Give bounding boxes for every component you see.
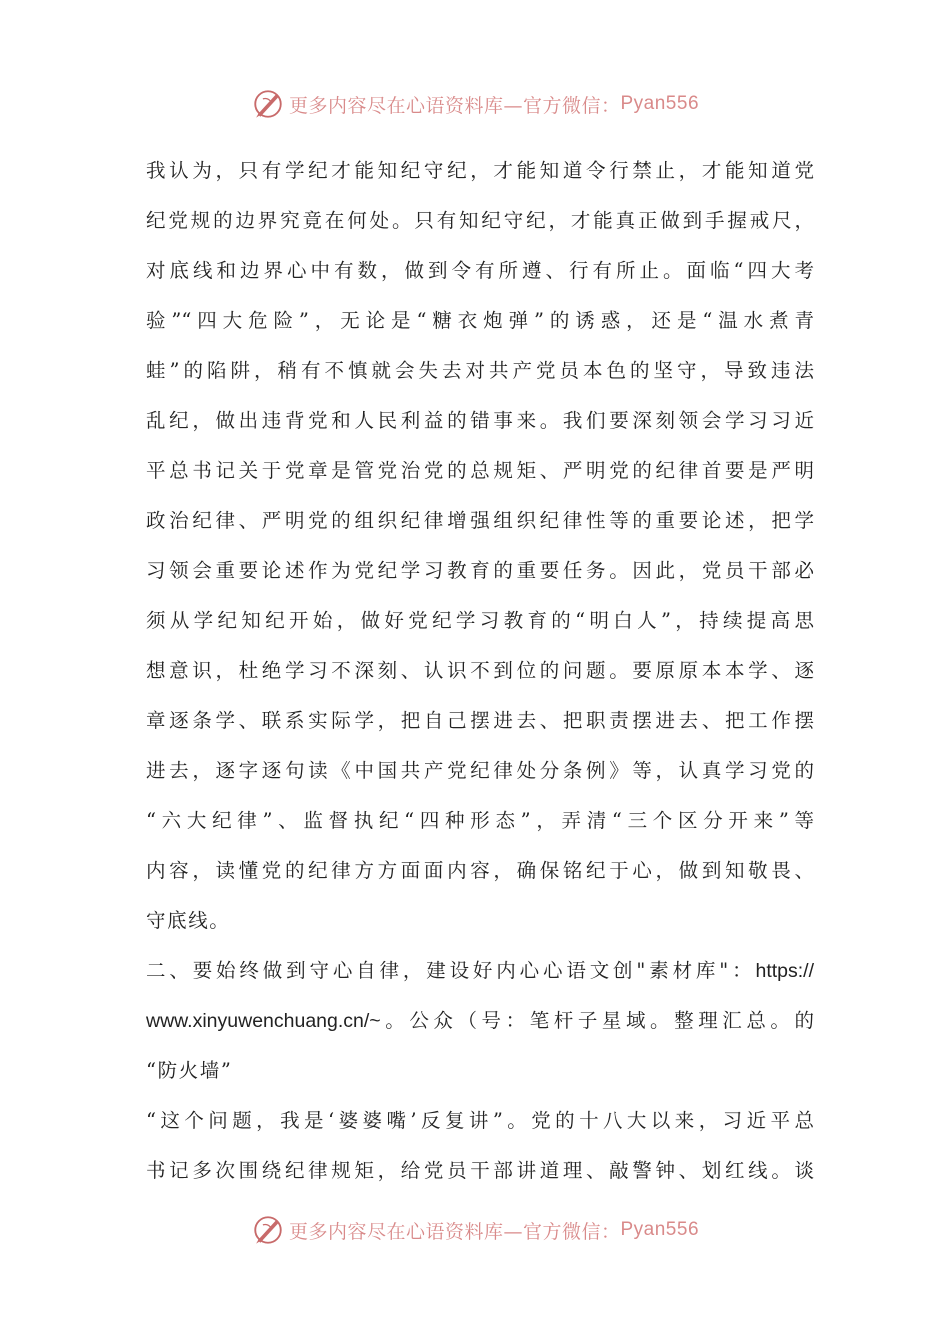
section-heading-prefix: 二、要始终做到守心自律，建设好内心心语文创"素材库"： [146, 959, 756, 982]
banner-wechat-id: Pyan556 [620, 93, 700, 114]
banner-text: 更多内容尽在心语资料库—官方微信： [288, 94, 621, 117]
footer-banner [0, 1210, 950, 1250]
header-banner [0, 84, 950, 124]
body-line: 纪党规的边界究竟在何处。只有知纪守纪，才能真正做到手握戒尺， [146, 209, 814, 232]
banner-text: 更多内容尽在心语资料库—官方微信： [288, 1220, 621, 1243]
section-heading-line-3: “防火墙” [146, 1059, 233, 1082]
body-line: 章逐条学、联系实际学，把自己摆进去、把职责摆进去、把工作摆 [146, 709, 814, 732]
document-body [146, 146, 814, 1196]
body-line: 想意识，杜绝学习不深刻、认识不到位的问题。要原原本本学、逐 [146, 659, 814, 682]
body-line: “这个问题，我是‘婆婆嘴’反复讲”。党的十八大以来，习近平总 [146, 1109, 814, 1132]
url-part-2: www.xinyuwenchuang.cn/~ [146, 1010, 381, 1032]
body-line: 守底线。 [146, 909, 231, 932]
body-line: 书记多次围绕纪律规矩，给党员干部讲道理、敲警钟、划红线。谈 [146, 1159, 814, 1182]
body-line: 乱纪，做出违背党和人民利益的错事来。我们要深刻领会学习习近 [146, 409, 814, 432]
section-heading-line-1 [146, 946, 814, 996]
body-line: 我认为，只有学纪才能知纪守纪，才能知道令行禁止，才能知道党 [146, 159, 814, 182]
body-line: 政治纪律、严明党的组织纪律增强组织纪律性等的重要论述，把学 [146, 509, 814, 532]
pen-nib-logo-icon [251, 1213, 285, 1247]
body-line: 验”“四大危险”，无论是“糖衣炮弹”的诱惑，还是“温水煮青 [146, 309, 814, 332]
pen-nib-logo-icon [251, 87, 285, 121]
body-line: “六大纪律”、监督执纪“四种形态”，弄清“三个区分开来”等 [146, 809, 814, 832]
body-line: 须从学纪知纪开始，做好党纪学习教育的“明白人”，持续提高思 [146, 609, 814, 632]
body-line: 蛙”的陷阱，稍有不慎就会失去对共产党员本色的坚守，导致违法 [146, 359, 814, 382]
body-line: 习领会重要论述作为党纪学习教育的重要任务。因此，党员干部必 [146, 559, 814, 582]
section-heading-suffix: 。公众（号：笔杆子星域。整理汇总。的 [380, 1009, 814, 1032]
body-line: 进去，逐字逐句读《中国共产党纪律处分条例》等，认真学习党的 [146, 759, 814, 782]
banner-wechat-id: Pyan556 [620, 1219, 700, 1240]
body-line: 对底线和边界心中有数，做到令有所遵、行有所止。面临“四大考 [146, 259, 814, 282]
section-heading-line-2 [146, 996, 814, 1046]
body-line: 内容，读懂党的纪律方方面面内容，确保铭纪于心，做到知敬畏、 [146, 859, 814, 882]
url-part-1: https:// [755, 960, 814, 982]
body-line: 平总书记关于党章是管党治党的总规矩、严明党的纪律首要是严明 [146, 459, 814, 482]
